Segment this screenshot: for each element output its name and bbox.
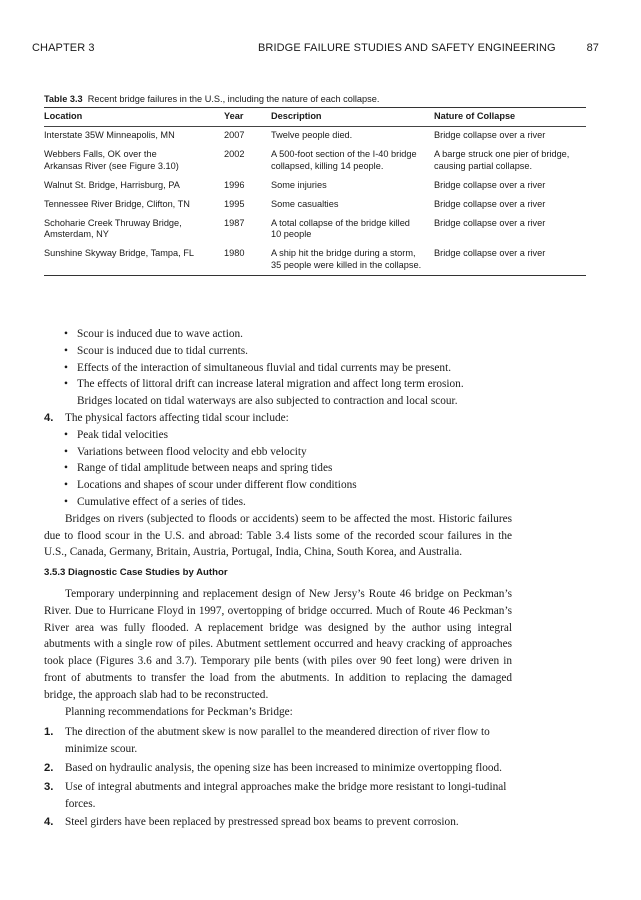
cell-description: Some casualties <box>271 198 339 209</box>
table-label: Table 3.3 <box>44 94 83 104</box>
bullet-dot-icon: • <box>64 428 68 441</box>
cell-description: A ship hit the bridge during a storm, 35 people were killed in the collapse. <box>271 248 422 270</box>
item-number: 4. <box>44 816 54 829</box>
item-text: Use of integral abutments and integral approaches make the bridge more resistant to longi-tudinal forces. <box>65 780 507 810</box>
tidal-scour-bullets <box>44 326 512 393</box>
table-header-row <box>44 108 586 126</box>
bullet-text: Peak tidal velocities <box>77 428 168 441</box>
cell-year: 1980 <box>224 248 245 259</box>
cell-description: Some injuries <box>271 179 327 190</box>
tidal-factor-bullets <box>44 427 512 511</box>
bullet-text: The effects of littoral drift can increase lateral migration and affect long term erosion. <box>77 378 464 391</box>
cell-location: Tennessee River Bridge, Clifton, TN <box>44 198 190 209</box>
cell-year: 2002 <box>224 149 245 159</box>
bullet-item <box>44 427 512 444</box>
table-row <box>44 180 586 199</box>
chapter-title: BRIDGE FAILURE STUDIES AND SAFETY ENGINEERING <box>258 42 556 54</box>
cell-location: Interstate 35W Minneapolis, MN <box>44 130 175 140</box>
recommendations-list <box>44 724 512 831</box>
item-number: 3. <box>44 780 54 793</box>
cell-year: 1995 <box>224 198 245 209</box>
bullet-item <box>44 444 512 461</box>
chapter-label: CHAPTER 3 <box>32 42 95 54</box>
cell-nature: Bridge collapse over a river <box>434 179 546 190</box>
bullet-item <box>44 326 512 343</box>
bridge-failures-table <box>44 93 586 276</box>
bullet-dot-icon: • <box>64 479 68 492</box>
bullet-text: Scour is induced due to tidal currents. <box>77 344 248 357</box>
table-row <box>44 149 586 180</box>
recommendation-item <box>44 814 512 831</box>
bullet-dot-icon: • <box>64 378 68 391</box>
cell-year: 1996 <box>224 179 245 190</box>
item-number: 2. <box>44 761 54 774</box>
table-bottom-rule <box>44 275 586 276</box>
table-body <box>44 127 586 275</box>
bullet-dot-icon: • <box>64 344 68 357</box>
table-row <box>44 218 586 249</box>
column-header-nature: Nature of Collapse <box>434 111 516 121</box>
item-number: 1. <box>44 726 54 739</box>
paragraph-planning-intro: Planning recommendations for Peckman’s Bridge: <box>65 705 293 718</box>
body-text <box>44 326 512 833</box>
bullet-item <box>44 494 512 511</box>
recommendation-item <box>44 724 512 758</box>
bullet-dot-icon: • <box>64 462 68 475</box>
bullet-item <box>44 376 512 393</box>
column-header-location: Location <box>44 111 83 121</box>
column-header-year: Year <box>224 111 244 121</box>
table-row <box>44 248 586 275</box>
paragraph-case-study: Temporary underpinning and replacement design of New Jersy’s Route 46 bridge on Peckman’s River. Due to Hurricane Floyd in 1997, overtopping of bridge occurred. Much of Route 46 Peckman’s River area was fully flooded. A replacement bridge was designed by the author using integral abutments with a single row of piles. Abutment settlement occurred and heavy cracking of approaches took place (Figures 3.6 and 3.7). Temporary pile bents (with piles over 90 feet long) were driven in front of abutments to transfer the load from the abutments. In addition to replacing the damaged bridge, the approach slab had to be reconstructed. <box>44 587 512 701</box>
cell-year: 2007 <box>224 130 245 140</box>
bullet-text: Cumulative effect of a series of tides. <box>77 495 246 508</box>
paragraph-historic-failures: Bridges on rivers (subjected to floods or accidents) seem to be affected the most. Historic failures due to flood scour in the U.S. and abroad: Table 3.4 lists some of the recorded scour failures in the U.S., Canada, Germany, Britain, Austria, Portugal, India, China, South Korea, and Australia. <box>44 512 512 559</box>
recommendation-item <box>44 760 512 777</box>
bullet-text: Locations and shapes of scour under different flow conditions <box>77 479 357 492</box>
bullet-text: Variations between flood velocity and ebb velocity <box>77 445 307 458</box>
bullet-item <box>44 460 512 477</box>
cell-location: Walnut St. Bridge, Harrisburg, PA <box>44 179 180 190</box>
recommendation-item <box>44 779 512 813</box>
numbered-item-4 <box>44 410 512 427</box>
cell-location: Sunshine Skyway Bridge, Tampa, FL <box>44 248 194 259</box>
column-header-description: Description <box>271 111 322 121</box>
bullet-item <box>44 360 512 377</box>
bullet-dot-icon: • <box>64 361 68 374</box>
cell-nature: A barge struck one pier of bridge, causing partial collapse. <box>434 149 570 171</box>
bullet-text: Effects of the interaction of simultaneous fluvial and tidal currents may be present. <box>77 361 452 374</box>
bullet-dot-icon: • <box>64 495 68 508</box>
bullet-text: Scour is induced due to wave action. <box>77 328 243 340</box>
cell-nature: Bridge collapse over a river <box>434 130 546 140</box>
cell-description: Twelve people died. <box>271 130 353 140</box>
item-text: Steel girders have been replaced by prestressed spread box beams to prevent corrosion. <box>65 816 459 829</box>
cell-description: A total collapse of the bridge killed 10 people <box>271 217 410 240</box>
table-caption-text: Recent bridge failures in the U.S., including the nature of each collapse. <box>87 94 380 104</box>
bullet-item <box>44 477 512 494</box>
item-text: The physical factors affecting tidal scour include: <box>65 411 289 424</box>
table-row <box>44 199 586 218</box>
cell-location: Schoharie Creek Thruway Bridge, Amsterdam, NY <box>44 217 182 240</box>
bullet-dot-icon: • <box>64 445 68 458</box>
cell-nature: Bridge collapse over a river <box>434 217 546 228</box>
running-head <box>32 42 599 56</box>
item-number: 4. <box>44 411 54 424</box>
cell-location: Webbers Falls, OK over the Arkansas River (see Figure 3.10) <box>44 149 179 171</box>
cell-nature: Bridge collapse over a river <box>434 198 546 209</box>
bullet-dot-icon: • <box>64 328 68 340</box>
bullet-text: Range of tidal amplitude between neaps and spring tides <box>77 462 333 475</box>
page-number: 87 <box>586 42 599 54</box>
item-text: The direction of the abutment skew is now parallel to the meandered direction of river flow to minimize scour. <box>65 726 490 756</box>
cell-year: 1987 <box>224 217 245 228</box>
item-text: Based on hydraulic analysis, the opening size has been increased to minimize overtopping flood. <box>65 761 503 774</box>
cell-description: A 500-foot section of the I-40 bridge collapsed, killing 14 people. <box>271 149 417 171</box>
table-row <box>44 130 586 149</box>
cell-nature: Bridge collapse over a river <box>434 248 546 259</box>
bullet-continuation: Bridges located on tidal waterways are also subjected to contraction and local scour. <box>77 395 458 408</box>
bullet-item <box>44 343 512 360</box>
section-heading: 3.5.3 Diagnostic Case Studies by Author <box>44 567 228 579</box>
table-caption <box>44 93 586 107</box>
